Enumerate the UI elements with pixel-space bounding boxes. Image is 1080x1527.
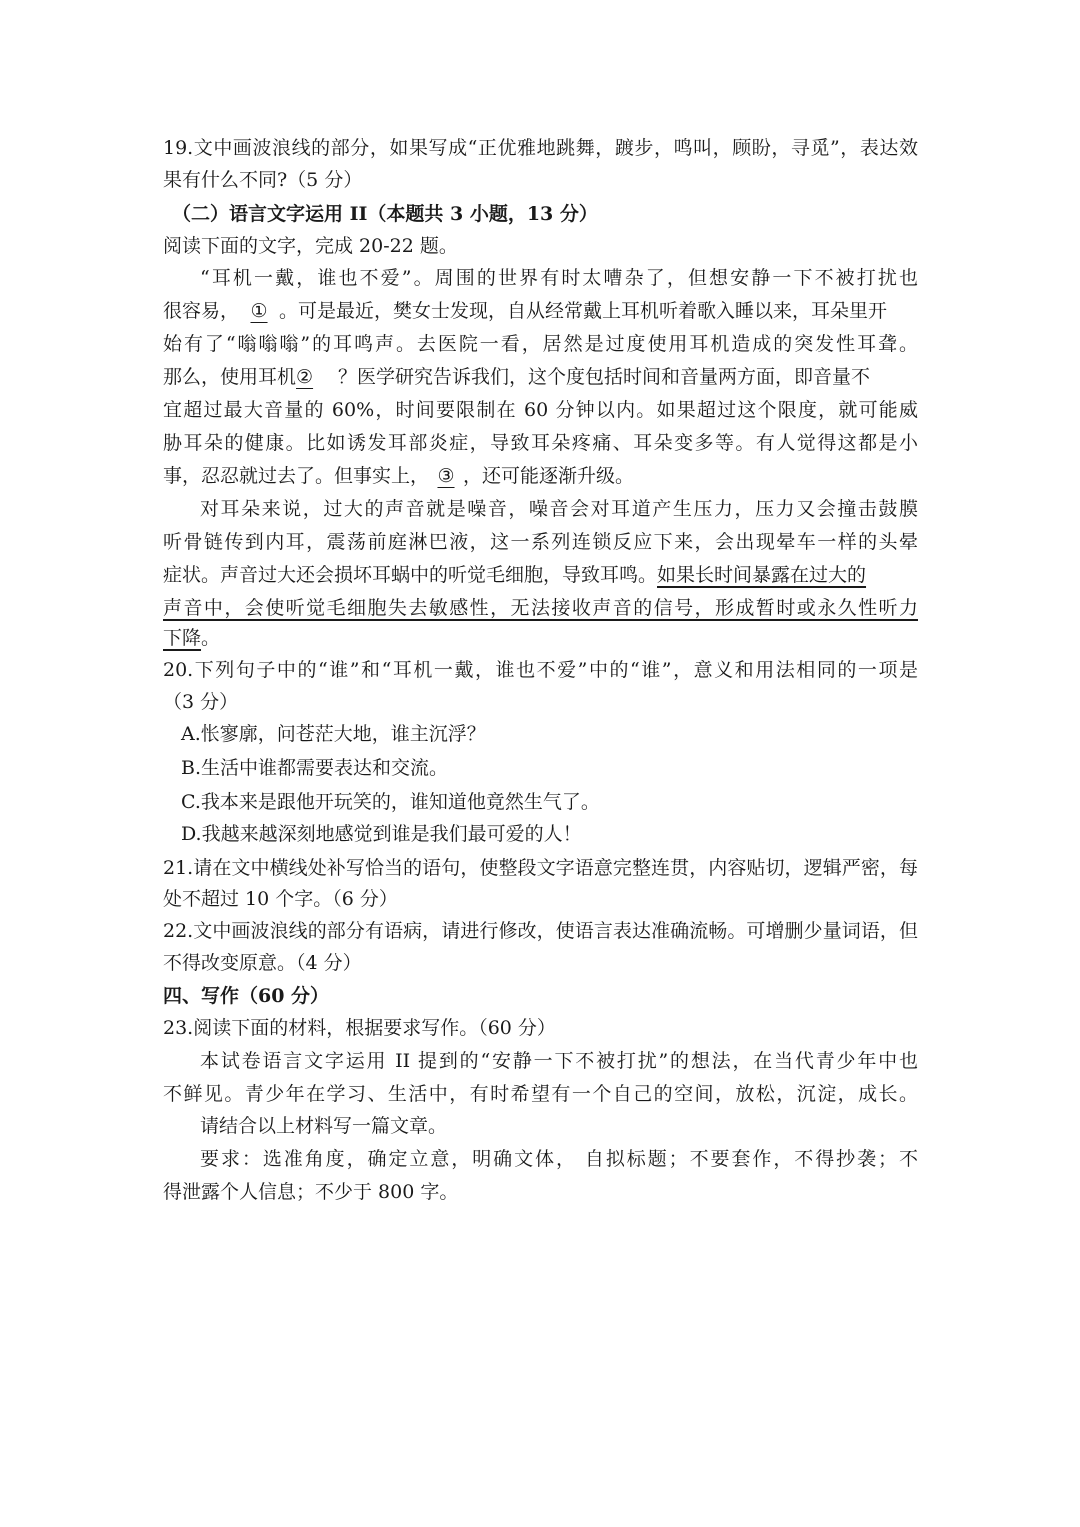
section-heading-language-use-2: （二）语言文字运用 II（本题共 3 小题，13 分）: [172, 203, 598, 225]
blank-3: ③: [437, 465, 455, 487]
passage-2-line-1: 对耳朵来说，过大的声音就是噪音，噪音会对耳道产生压力，压力又会撞击鼓膜: [200, 498, 918, 520]
reading-instruction: 阅读下面的文字，完成 20-22 题。: [163, 235, 458, 257]
passage-1-line-4: 那么，使用耳机② ？医学研究告诉我们，这个度包括时间和音量两方面，即音量不: [163, 361, 918, 393]
passage-2-line-2: 听骨链传到内耳，震荡前庭淋巴液，这一系列连锁反应下来，会出现晕车一样的头晕: [163, 531, 918, 553]
question-23-prompt: 23.阅读下面的材料，根据要求写作。（60 分）: [163, 1017, 556, 1039]
question-21-line-2: 处不超过 10 个字。（6 分）: [163, 888, 398, 910]
blank-2: ②: [296, 366, 314, 388]
passage-2-line-5: 下降。: [163, 627, 221, 649]
requirements-line-1: 要求：选准角度，确定立意，明确文体， 自拟标题；不要套作，不得抄袭；不: [200, 1148, 918, 1170]
question-20-line-1: 20.下列句子中的“谁”和“耳机一戴，谁也不爱”中的“谁”，意义和用法相同的一项是: [163, 659, 918, 681]
question-22-line-2: 不得改变原意。（4 分）: [163, 952, 362, 974]
passage-2-line-3: 症状。声音过大还会损坏耳蜗中的听觉毛细胞，导致耳鸣。如果长时间暴露在过大的: [163, 564, 867, 586]
passage-1-line-3: 始有了“嗡嗡嗡”的耳鸣声。去医院一看，居然是过度使用耳机造成的突发性耳聋。: [163, 333, 918, 355]
question-20-line-2: （3 分）: [163, 691, 239, 713]
wavy-underlined-text: 如果长时间暴露在过大的: [657, 564, 867, 586]
question-22-line-1: 22.文中画波浪线的部分有语病，请进行修改，使语言表达准确流畅。可增删少量词语，但: [163, 920, 918, 942]
option-c: C.我本来是跟他开玩笑的，谁知道他竟然生气了。: [181, 791, 600, 813]
question-19-line-2: 果有什么不同?（5 分）: [163, 169, 363, 191]
requirements-line-2: 得泄露个人信息；不少于 800 字。: [163, 1181, 459, 1203]
passage-1-line-6: 胁耳朵的健康。比如诱发耳部炎症，导致耳朵疼痛、耳朵变多等。有人觉得这都是小: [163, 432, 918, 454]
question-19-line-1: 19.文中画波浪线的部分，如果写成“正优雅地跳舞，踱步，鸣叫，顾盼，寻觅”，表达效: [163, 137, 918, 159]
passage-1-line-1: “耳机一戴，谁也不爱”。周围的世界有时太嘈杂了，但想安静一下不被打扰也: [200, 267, 918, 289]
blank-1: ①: [250, 300, 268, 322]
passage-2-line-4: 声音中，会使听觉毛细胞失去敏感性，无法接收声音的信号，形成暂时或永久性听力: [163, 597, 918, 619]
passage-1-line-7: 事，忍忍就过去了。但事实上， ③ ，还可能逐渐升级。: [163, 460, 918, 492]
material-line-1: 本试卷语言文字运用 II 提到的“安静一下不被打扰”的想法，在当代青少年中也: [200, 1050, 918, 1072]
material-line-2: 不鲜见。青少年在学习、生活中，有时希望有一个自己的空间，放松，沉淀，成长。: [163, 1083, 918, 1105]
writing-instruction: 请结合以上材料写一篇文章。: [200, 1115, 448, 1137]
option-a: A.怅寥廓，问苍茫大地，谁主沉浮？: [181, 723, 486, 745]
question-21-line-1: 21.请在文中横线处补写恰当的语句，使整段文字语意完整连贯，内容贴切，逻辑严密，每: [163, 857, 918, 879]
passage-1-line-5: 宜超过最大音量的 60%，时间要限制在 60 分钟以内。如果超过这个限度，就可能威: [163, 399, 918, 421]
option-d: D.我越来越深刻地感觉到谁是我们最可爱的人！: [181, 823, 582, 845]
section-heading-writing: 四、写作（60 分）: [163, 985, 330, 1007]
option-b: B.生活中谁都需要表达和交流。: [181, 757, 449, 779]
passage-1-line-2: 很容易， ① 。可是最近，樊女士发现，自从经常戴上耳机听着歌入睡以来，耳朵里开: [163, 295, 918, 327]
